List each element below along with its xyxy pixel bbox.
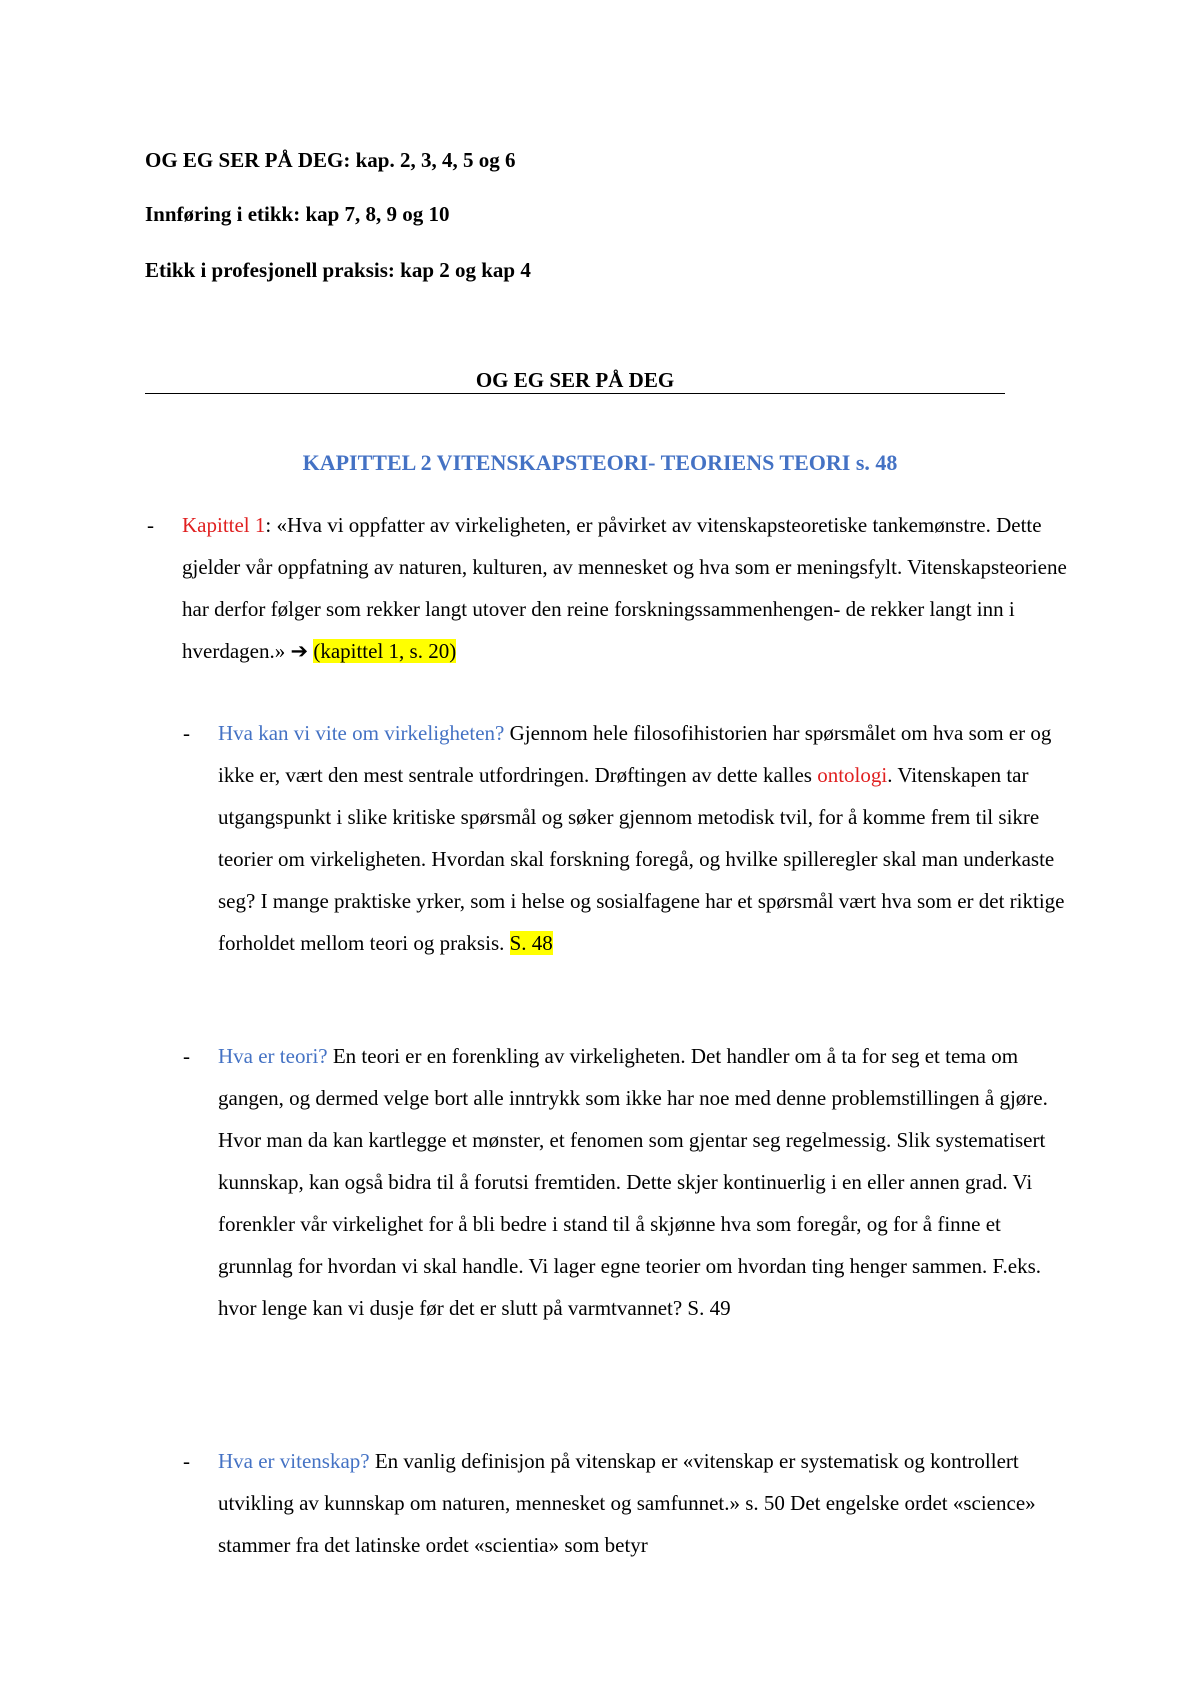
- bullet-dash: -: [183, 1449, 190, 1473]
- bullet-teori: [183, 1035, 1078, 1329]
- bullet-dash: -: [183, 1044, 190, 1068]
- bullet-label: Kapittel 1: [182, 513, 266, 537]
- bullet-label: Hva er teori?: [218, 1044, 328, 1068]
- bullet-text: En teori er en forenkling av virkeligheten. Det handler om å ta for seg et tema om gangen, og dermed velge bort alle inntrykk som ikke har noe med denne problemstillingen å gjøre. Hvor man da kan kartlegge et mønster, et fenomen som gjentar seg regelmessig. Slik systematisert kunnskap, kan også bidra til å forutsi fremtiden. Dette skjer kontinuerlig i en eller annen grad. Vi forenkler vår virkelighet for å bli bedre i stand til å skjønne hva som foregår, og for å finne et grunnlag for hvordan vi skal handle. Vi lager egne teorier om hvordan ting henger sammen. F.eks. hvor lenge kan vi dusje før det er slutt på varmtvannet? S. 49: [218, 1044, 1048, 1320]
- bullet-kapittel-1: [147, 504, 1082, 672]
- bullet-text: Gjennom hele filosofihistorien har spørsmålet om hva som er og ikke er, vært den mest sentrale utfordringen. Drøftingen av dette kalles: [218, 721, 1052, 787]
- bullet-text: : «Hva vi oppfatter av virkeligheten, er påvirket av vitenskapsteoretiske tankemønstre. Dette gjelder vår oppfatning av naturen, kulturen, av mennesket og hva som er meningsfylt. Vitenskapsteoriene har derfor følger som rekker langt utover den reine forskningssammenhengen- de rekker langt inn i hverdagen.»: [182, 513, 1067, 663]
- section-title: OG EG SER PÅ DEG: [145, 367, 1005, 394]
- highlighted-reference: S. 48: [509, 931, 553, 955]
- highlighted-reference: (kapittel 1, s. 20): [313, 639, 457, 663]
- bullet-text: . Vitenskapen tar utgangspunkt i slike kritiske spørsmål og søker gjennom metodisk tvil, for å komme frem til sikre teorier om virkeligheten. Hvordan skal forskning foregå, og hvilke spilleregler skal man underkaste seg? I mange praktiske yrker, som i helse og sosialfagene har et spørsmål vært hva som er det riktige forholdet mellom teori og praksis.: [218, 763, 1065, 955]
- bullet-dash: -: [183, 721, 190, 745]
- bullet-text: En vanlig definisjon på vitenskap er «vitenskap er systematisk og kontrollert utvikling av kunnskap om naturen, mennesket og samfunnet.» s. 50 Det engelske ordet «science» stammer fra det latinske ordet «scientia» som betyr: [218, 1449, 1036, 1557]
- bullet-vitenskap: [183, 1440, 1078, 1566]
- term-ontologi: ontologi: [817, 763, 888, 787]
- reading-list-line-1: OG EG SER PÅ DEG: kap. 2, 3, 4, 5 og 6: [145, 148, 516, 172]
- bullet-virkeligheten: [183, 712, 1078, 964]
- arrow-icon: ➔: [290, 639, 309, 663]
- reading-list-line-2: Innføring i etikk: kap 7, 8, 9 og 10: [145, 202, 450, 226]
- bullet-label: Hva er vitenskap?: [218, 1449, 370, 1473]
- reading-list-line-3: Etikk i profesjonell praksis: kap 2 og kap 4: [145, 258, 531, 282]
- bullet-label: Hva kan vi vite om virkeligheten?: [218, 721, 505, 745]
- bullet-dash: -: [147, 513, 154, 537]
- chapter-title: KAPITTEL 2 VITENSKAPSTEORI- TEORIENS TEORI s. 48: [302, 450, 898, 475]
